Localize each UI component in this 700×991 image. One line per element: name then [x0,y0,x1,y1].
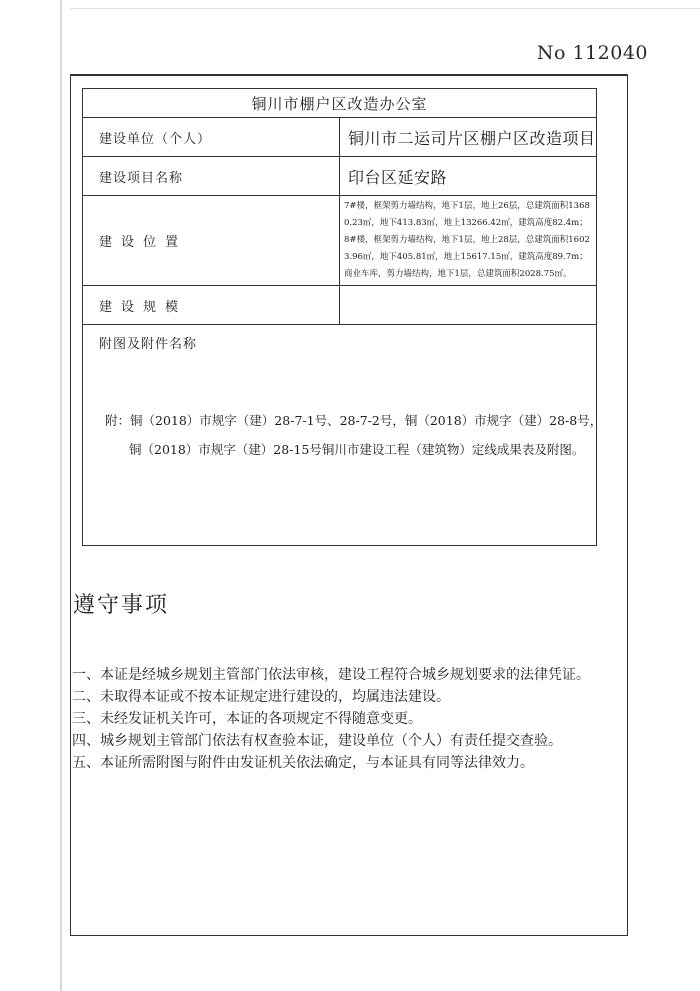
row-label-location: 建设位置 [83,196,340,286]
row-value-project-name: 印台区延安路 [340,157,597,196]
permit-table [82,88,603,546]
table-row [83,286,597,325]
rule-number: 五、 [72,755,100,771]
rule-number: 二、 [72,689,100,705]
rule-number: 三、 [72,711,100,727]
rule-number: 四、 [72,733,100,749]
rules-title: 遵守事项 [73,593,170,618]
issuer-header: 铜川市棚户区改造办公室 [83,89,597,118]
rule-number: 一、 [72,667,100,683]
rule-item [72,752,618,774]
rule-item [72,686,618,708]
rule-text: 未经发证机关许可，本证的各项规定不得随意变更。 [100,711,422,727]
row-value-scale [340,286,597,325]
attachments-label: 附图及附件名称 [99,337,198,352]
rule-item [72,664,618,686]
serial-number: No 112040 [536,42,648,64]
attachments-line-1: 附：铜（2018）市规字（建）28-7-1号、28-7-2号，铜（2018）市规字（建）28-8号， [105,413,603,428]
rule-item [72,730,618,752]
row-label-project-name: 建设项目名称 [83,157,340,196]
scan-edge-top [70,8,700,9]
row-label-scale: 建设规模 [83,286,340,325]
rule-text: 未取得本证或不按本证规定进行建设的，均属违法建设。 [100,689,450,705]
table-header-row [83,89,597,118]
row-value-builder: 铜川市二运司片区棚户区改造项目 [340,118,597,157]
table-row [83,196,597,286]
table-row [83,157,597,196]
attachments-line-2: 铜（2018）市规字（建）28-15号铜川市建设工程（建筑物）定线成果表及附图。 [129,442,585,457]
table-row [83,118,597,157]
rules-list [72,664,618,774]
scan-edge [60,0,62,991]
attachments-cell [83,325,603,546]
rule-text: 本证是经城乡规划主管部门依法审核，建设工程符合城乡规划要求的法律凭证。 [100,667,590,683]
rule-text: 本证所需附图与附件由发证机关依法确定，与本证具有同等法律效力。 [100,755,534,771]
row-value-location: 7#楼，框架剪力墙结构，地下1层，地上26层，总建筑面积13680.23㎡，地下413.83㎡，地上13266.42㎡，建筑高度82.4m；8#楼，框架剪力墙结构，地下1层，地上28层，总建筑面积16023.96㎡，地下405.81㎡，地上15617.15㎡，建筑高度89.7m；商业车库，剪力墙结构，地下1层，总建筑面积2028.75㎡。 [340,196,597,286]
attachments-row [83,325,597,546]
row-label-builder: 建设单位（个人） [83,118,340,157]
rule-item [72,708,618,730]
rule-text: 城乡规划主管部门依法有权查验本证，建设单位（个人）有责任提交查验。 [100,733,562,749]
